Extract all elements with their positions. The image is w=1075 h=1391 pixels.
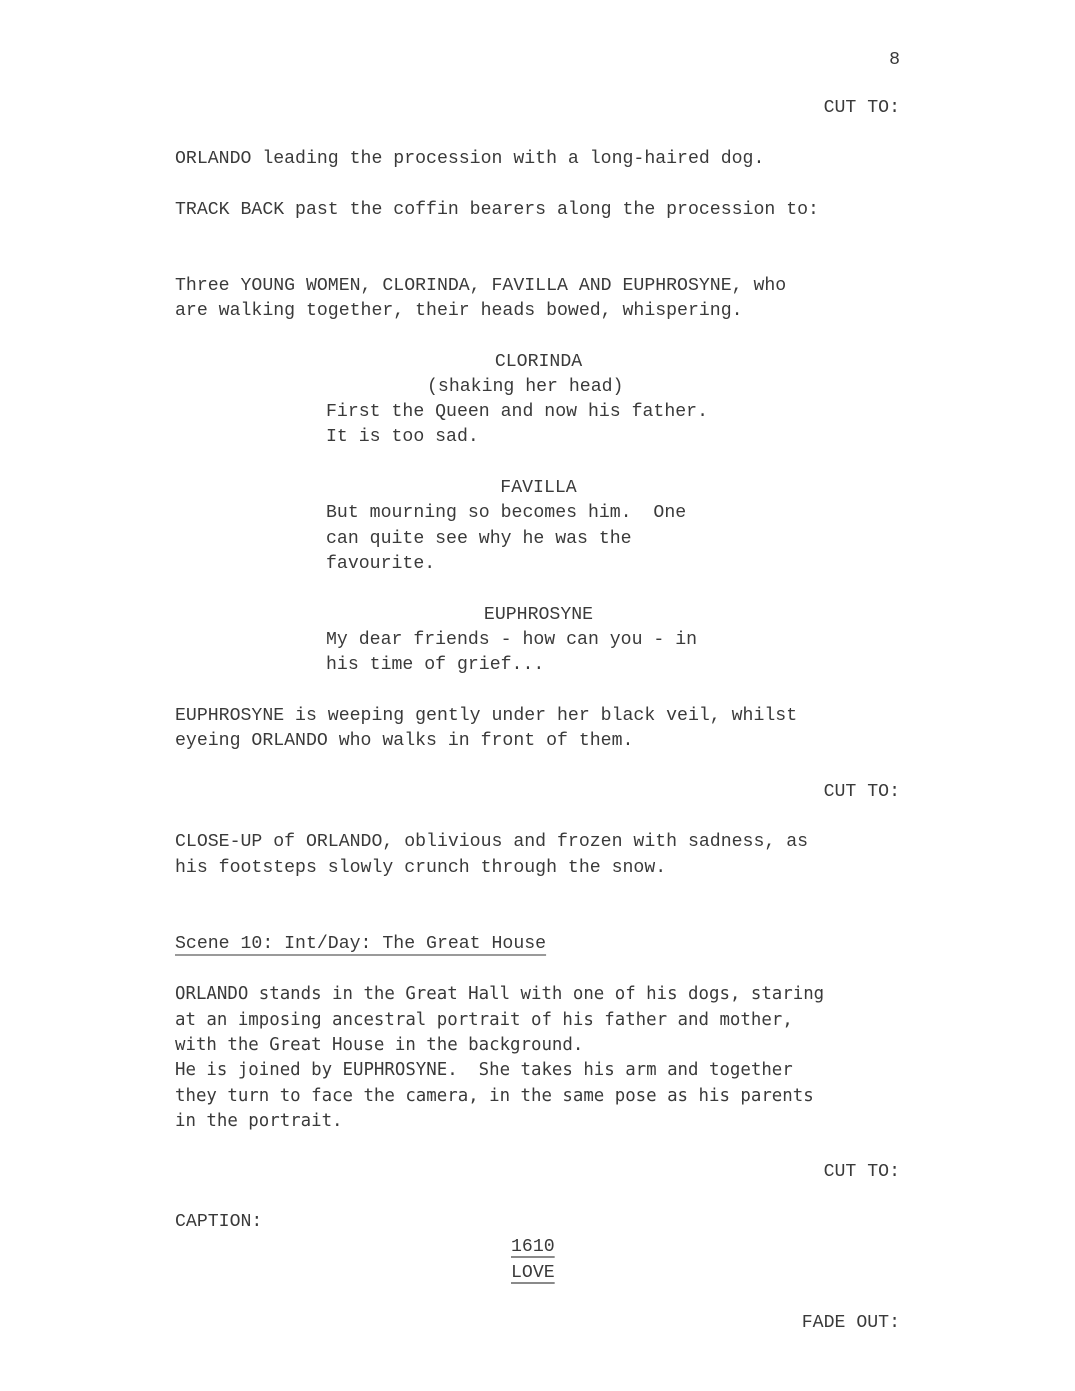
- dialogue-line: It is too sad.: [326, 427, 479, 447]
- action-line: with the Great House in the background.: [175, 1035, 584, 1055]
- dialogue-line: First the Queen and now his father.: [326, 402, 708, 422]
- action-line: in the portrait.: [175, 1111, 343, 1131]
- action-line: are walking together, their heads bowed, whispering.: [175, 301, 743, 321]
- action-line: Three YOUNG WOMEN, CLORINDA, FAVILLA AND EUPHROSYNE, who: [175, 276, 787, 296]
- action-line: He is joined by EUPHROSYNE. She takes his arm and together: [175, 1060, 793, 1080]
- action-line: at an imposing ancestral portrait of his father and mother,: [175, 1010, 793, 1030]
- transition-cut-to: CUT TO:: [823, 1162, 900, 1182]
- action-line: CLOSE-UP of ORLANDO, oblivious and frozen with sadness, as: [175, 832, 809, 852]
- transition-cut-to: CUT TO:: [823, 98, 900, 118]
- transition-cut-to: CUT TO:: [823, 782, 900, 802]
- character-name-favilla: FAVILLA: [500, 478, 577, 498]
- caption-label: CAPTION:: [175, 1212, 263, 1232]
- page-number: 8: [889, 50, 900, 70]
- action-line: his footsteps slowly crunch through the snow.: [175, 858, 667, 878]
- dialogue-line: can quite see why he was the: [326, 529, 632, 549]
- parenthetical: (shaking her head): [427, 377, 624, 397]
- action-line: ORLANDO leading the procession with a long-haired dog.: [175, 149, 765, 169]
- action-line: they turn to face the camera, in the same pose as his parents: [175, 1086, 814, 1106]
- caption-year: 1610: [511, 1237, 555, 1257]
- action-line: eyeing ORLANDO who walks in front of them.: [175, 731, 634, 751]
- action-line: EUPHROSYNE is weeping gently under her black veil, whilst: [175, 706, 798, 726]
- character-name-euphrosyne: EUPHROSYNE: [483, 605, 594, 625]
- scene-heading: Scene 10: Int/Day: The Great House: [175, 934, 547, 954]
- transition-fade-out: FADE OUT:: [801, 1313, 900, 1333]
- dialogue-line: his time of grief...: [326, 655, 545, 675]
- caption-title: LOVE: [511, 1263, 555, 1283]
- character-name-clorinda: CLORINDA: [494, 352, 583, 372]
- dialogue-line: But mourning so becomes him. One: [326, 503, 687, 523]
- dialogue-line: favourite.: [326, 554, 436, 574]
- action-line: ORLANDO stands in the Great Hall with one of his dogs, staring: [175, 984, 825, 1004]
- action-line: TRACK BACK past the coffin bearers along the procession to:: [175, 200, 819, 220]
- dialogue-line: My dear friends - how can you - in: [326, 630, 698, 650]
